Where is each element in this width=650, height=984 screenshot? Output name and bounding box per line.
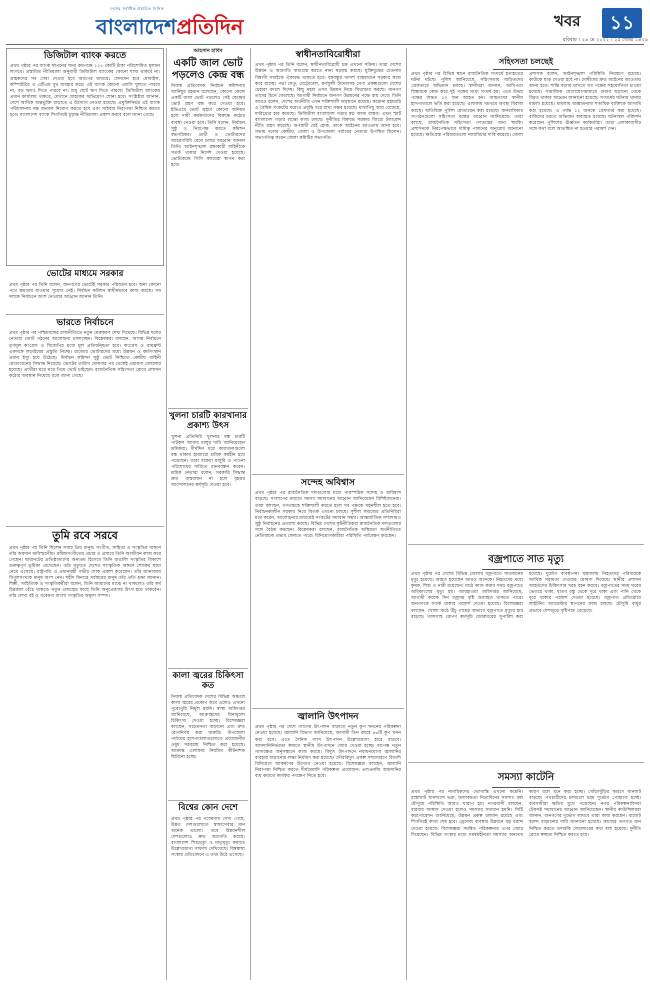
article-headline: জ্বালানি উৎপাদন bbox=[297, 712, 359, 722]
article-headline: সন্দেহ অবিশ্বাস bbox=[301, 478, 355, 488]
divider bbox=[168, 668, 248, 669]
article-headline: ভোটের মাধ্যমে সরকার bbox=[46, 269, 124, 279]
article-tumi-robe-nirobe[interactable] bbox=[6, 528, 164, 980]
logo-word-blue: বাংলাদেশ bbox=[96, 15, 177, 39]
article-kala-hospital[interactable] bbox=[168, 670, 248, 798]
logo-wordmark bbox=[96, 11, 243, 46]
article-headline: তুমি রবে সরবে bbox=[52, 529, 118, 542]
article-body: প্রথম পৃষ্ঠার পর দেশের বিভিন্ন জেলায় বজ্রপাতে সাতজনের মৃত্যু হয়েছে। আহত হয়েছেন আরও অনেকে। নিহতদের মধ্যে কৃষক, শিশু ও নারী রয়েছেন। মাঠে কাজ করার সময় বজ্রপাতে অধিকাংশের মৃত্যু হয়। আবহাওয়া অধিদপ্তর জানিয়েছে, আগামী কয়েক দিন বজ্রসহ বৃষ্টি অব্যাহত থাকতে পারে। জনগণকে সতর্ক থাকার পরামর্শ দেওয়া হয়েছে। বিশেষজ্ঞরা বলছেন, খোলা মাঠে উঁচু গাছের অভাবে বজ্রপাতে মৃত্যুর হার বাড়ছে। তালগাছ রোপণ কর্মসূচি জোরদারের সুপারিশ করা হয়েছে। দুর্যোগ ব্যবস্থাপনা মন্ত্রণালয় নিহতদের পরিবারকে আর্থিক সহায়তা দেওয়ার ঘোষণা দিয়েছে। স্থানীয় প্রশাসন আহতদের চিকিৎসার খরচ বহন করবে। বজ্রপাতের সময় ঘরের ভেতরে থাকা, ধাতব বস্তু থেকে দূরে থাকা এবং পানি থেকে দূরে থাকার পরামর্শ দেওয়া হয়েছে। বজ্রপাত প্রতিরোধে লাইটনিং অ্যারেস্টার স্থাপনের কাজ চলছে। মৌসুমি বায়ুর প্রভাবে দেশজুড়ে বৃষ্টিপাত বেড়েছে। bbox=[411, 572, 641, 620]
article-bad-vote[interactable] bbox=[168, 48, 248, 406]
article-body: প্রথম পৃষ্ঠার পর তিনি বলেন, স্বাধীনতাবিরোধী চক্র এখনো সক্রিয়। তারা দেশের উন্নয়ন ও অগ্রগতি বাধাগ্রস্ত করতে নানা ষড়যন্ত্র করছে। মুক্তিযুদ্ধের চেতনায় বিশ্বাসী সবাইকে ঐক্যবদ্ধ থাকতে হবে। বঙ্গবন্ধুর আদর্শ বাস্তবায়নে সরকার কাজ করে যাচ্ছে। পদ্মা সেতু, মেট্রোরেল, কর্ণফুলী টানেলসহ মেগা প্রকল্পগুলো দেশের চেহারা বদলে দিচ্ছে। কিছু মহল এসব উন্নয়ন নিয়ে মিথ্যাচার করছে। জনগণ তাদের চিনে ফেলেছে। আগামী নির্বাচনে জনগণ উন্নয়নের পক্ষে রায় দেবে। তিনি আরও বলেন, দেশের অর্থনীতি এখন শক্তিশালী অবস্থানে রয়েছে। করোনা মহামারি ও বৈশ্বিক সংকটের মধ্যেও প্রবৃদ্ধি ধরে রাখা সম্ভব হয়েছে। মাথাপিছু আয় বেড়েছে, দারিদ্র্যের হার কমেছে। ডিজিটাল বাংলাদেশ গড়ার স্বপ্ন আজ বাস্তব। এখন স্মার্ট বাংলাদেশ গড়ার লক্ষ্যে কাজ চলছে। দুর্নীতির বিরুদ্ধে সরকার জিরো টলারেন্স নীতি গ্রহণ করেছে। অপরাধী যেই হোক, তাকে আইনের আওতায় আনা হবে। সভায় দলের কেন্দ্রীয়, জেলা ও উপজেলা পর্যায়ের নেতারা উপস্থিত ছিলেন। সভাপতিত্ব করেন জেলা কমিটির সভাপতি। bbox=[255, 63, 401, 142]
article-body: প্রথম পৃষ্ঠার পর তিনি ছিলেন সবার প্রিয় মানুষ। সংগীত, সাহিত্য ও সংস্কৃতির অঙ্গনে তাঁর অবদান অবিস্মরণীয়। রবীন্দ্রসংগীতের প্রচার ও প্রসারে তিনি আজীবন কাজ করে গেছেন। ছায়ানটের প্রতিষ্ঠাতাদের অন্যতম হিসেবে তিনি বাঙালি সংস্কৃতির বিকাশে গুরুত্বপূর্ণ ভূমিকা রেখেছেন। তাঁর মৃত্যুতে দেশের সাংস্কৃতিক অঙ্গনে শোকের ছায়া নেমে এসেছে। রাষ্ট্রপতি ও প্রধানমন্ত্রী গভীর শোক প্রকাশ করেছেন। তাঁর জানাজায় বিপুলসংখ্যক মানুষ অংশ নেন। শহীদ মিনারে সর্বস্তরের মানুষ তাঁর প্রতি শ্রদ্ধা জানান। শিল্পী, সাহিত্যিক ও সংস্কৃতিকর্মীরা বলেন, তিনি আমাদের মাঝে না থাকলেও তাঁর কর্ম চিরকাল বেঁচে থাকবে। নতুন প্রজন্মের কাছে তিনি অনুপ্রেরণার উৎস হয়ে থাকবেন। তাঁর লেখা বই ও গবেষণা বাংলা সংস্কৃতির অমূল্য সম্পদ। bbox=[9, 545, 161, 600]
article-sohisnuta[interactable] bbox=[408, 48, 644, 542]
article-headline: সমস্যা কাটেনি bbox=[492, 770, 560, 788]
masthead bbox=[6, 4, 646, 44]
divider bbox=[6, 526, 164, 527]
article-headline: খুলনা চারটি কারখানার প্রকাশ্য উৎস bbox=[169, 411, 247, 431]
article-headline: স্বাধীনতাবিরোধীরা bbox=[295, 50, 361, 60]
article-headline: বজ্রপাতে সাত মৃত্যু bbox=[482, 552, 569, 570]
divider bbox=[408, 762, 644, 763]
divider bbox=[408, 544, 644, 545]
divider bbox=[168, 800, 248, 801]
article-body: খুলনা প্রতিনিধি খুলনার বন্ধ চারটি পাটকল আবার চালুর দাবি জানিয়েছেন শ্রমিকরা। দীর্ঘদিন ধরে কারখানাগুলো বন্ধ থাকায় হাজারো শ্রমিক কর্মহীন হয়ে পড়েছেন। তারা বকেয়া মজুরি ও পাওনা পরিশোধের দাবিতে মানববন্ধন করেন। শ্রমিক নেতারা বলেন, সরকারি সিদ্ধান্ত দ্রুত বাস্তবায়ন না হলে বৃহত্তর আন্দোলনের কর্মসূচি দেওয়া হবে। bbox=[171, 434, 245, 489]
newspaper-logo[interactable] bbox=[50, 6, 244, 39]
divider bbox=[168, 408, 248, 409]
column-divider bbox=[250, 48, 251, 980]
article-headline: বিশ্বের কোন দেশে bbox=[178, 803, 238, 813]
section-name: খবর bbox=[554, 12, 581, 30]
article-headline: কালা জ্বরের চিকিৎসা কত bbox=[172, 671, 244, 691]
article-bishwer-kon-deshe[interactable] bbox=[168, 802, 248, 980]
divider bbox=[6, 314, 164, 315]
article-body: প্রথম পৃষ্ঠার পর নাগরিকদের ভোগান্তি এখনো কমেনি। রাস্তাঘাট খানাখন্দে ভরা, জলাবদ্ধতা নিত্যদিনের সমস্যা। বর্ষা মৌসুমে পরিস্থিতি আরও খারাপ হয়। নগরবাসী বলছেন, বারবার আশ্বাস দেওয়া হলেও সমস্যার সমাধান হয়নি। সিটি করপোরেশন জানিয়েছে, উন্নয়ন প্রকল্প চলমান রয়েছে এবং শিগগিরই কাজ শেষ হবে। ড্রেনেজ ব্যবস্থার উন্নয়নে বড় বরাদ্দ দেওয়া হয়েছে। বিশেষজ্ঞরা সমন্বিত পরিকল্পনার ওপর জোর দিয়েছেন। বিভিন্ন সংস্থার মধ্যে সমন্বয়হীনতা সমস্যার অন্যতম কারণ বলে মনে করা হচ্ছে। খোঁড়াখুঁড়ির কারণে যানজট বাড়ছে। পথচারীদের চলাচলে চরম দুর্ভোগ পোহাতে হচ্ছে। ব্যবসায়ীরা ক্ষতির মুখে পড়েছেন। নগর পরিকল্পনাবিদরা টেকসই সমাধানের আহ্বান জানিয়েছেন। স্থানীয় কাউন্সিলররা জানান, জনগণের দুর্ভোগ লাঘবে তারা কাজ করছেন। বাজেট বরাদ্দ বাড়ানোর দাবি জানানো হয়েছে। কাজের গুণগত মান নিশ্চিত করতে তদারকি জোরদারের কথা বলা হয়েছে। দুর্নীতি রোধে স্বচ্ছতা নিশ্চিত করতে হবে। bbox=[411, 790, 641, 838]
logo-word-red: প্রতিদিন bbox=[176, 15, 244, 39]
article-headline: ভারতে নির্বাচনে bbox=[56, 318, 114, 328]
logo-tagline: দেশের সর্বাধিক প্রচারিত দৈনিক bbox=[110, 6, 164, 11]
article-headline: একটি জাল ভোট পড়লেও কেন্দ্র বন্ধ bbox=[171, 58, 245, 81]
divider bbox=[252, 474, 404, 475]
article-khulna-jute[interactable] bbox=[168, 410, 248, 666]
article-india-election[interactable] bbox=[6, 316, 164, 524]
article-body: প্রথম পৃষ্ঠার পর পশ্চিমবঙ্গের রাজনীতিতে নতুন মেরুকরণ দেখা দিয়েছে। বিভিন্ন দলের নেতারা জোট গঠনের আলোচনা চালাচ্ছেন। বিশ্লেষকরা বলছেন, আসন্ন নির্বাচনে তৃণমূল কংগ্রেস ও বিজেপির মধ্যে মূল প্রতিদ্বন্দ্বিতা হবে। কংগ্রেস ও বামফ্রন্ট একসঙ্গে লড়াইয়ের প্রস্তুতি নিচ্ছে। রাজ্যের ভোটারদের মধ্যে উন্নয়ন ও কর্মসংস্থান প্রধান ইস্যু হয়ে উঠেছে। নির্বাচন কমিশন সুষ্ঠু ভোট নিশ্চিতে কেন্দ্রীয় বাহিনী মোতায়েনের সিদ্ধান্ত নিয়েছে। ভোটের তারিখ ঘোষণার পর থেকেই প্রচারণা জোরদার হয়েছে। প্রার্থীরা ঘরে ঘরে গিয়ে ভোট চাইছেন। রাজনৈতিক সহিংসতা রোধে প্রশাসন কঠোর অবস্থান নিয়েছে বলে জানা গেছে। bbox=[9, 331, 161, 379]
article-body: প্রথম পৃষ্ঠার পর বিভিন্ন স্থানে রাজনৈতিক সংঘর্ষে হতাহতের ঘটনা ঘটছে। পুলিশ জানিয়েছে, সহিংসতায় জড়িতদের গ্রেফতারে অভিযান চলছে। স্থানীয়রা জানান, আধিপত্য বিস্তারকে কেন্দ্র করে দুই পক্ষের মধ্যে সংঘর্ষ হয়। এতে উভয় পক্ষের অন্তত ২০ জন আহত হন। আহতদের স্থানীয় হাসপাতালে ভর্তি করা হয়েছে। এলাকায় থমথমে অবস্থা বিরাজ করছে। অতিরিক্ত পুলিশ মোতায়েন করা হয়েছে। মানবাধিকার সংগঠনগুলো সহিংসতা বন্ধের আহ্বান জানিয়েছে। তারা বলছে, রাজনৈতিক সহিংসতা গণতন্ত্রের জন্য হুমকি। প্রশাসনকে নিরপেক্ষভাবে দায়িত্ব পালনের অনুরোধ জানানো হয়েছে। ক্ষতিগ্রস্ত পরিবারগুলো ন্যায়বিচার দাবি করেছে। জেলা প্রশাসক বলেন, আইনশৃঙ্খলা পরিস্থিতি নিয়ন্ত্রণে রয়েছে। কাউকে ছাড় দেওয়া হবে না। দোষীদের দ্রুত আইনের আওতায় আনা হবে। শান্তি বজায় রাখতে সব পক্ষের সহযোগিতা চাওয়া হয়েছে। সামাজিক যোগাযোগমাধ্যমে গুজব ছড়ানো থেকে বিরত থাকার আহ্বান জানানো হয়েছে। সংঘর্ষের ঘটনায় থানায় মামলা হয়েছে। মামলায় অজ্ঞাতনামা শতাধিক ব্যক্তিকে আসামি করা হয়েছে। এ পর্যন্ত ১২ জনকে গ্রেফতার করা হয়েছে। বাকিদের ধরতে অভিযান অব্যাহত রয়েছে। ঘটনাস্থল পরিদর্শন করেছেন পুলিশের ঊর্ধ্বতন কর্মকর্তারা। তারা এলাকাবাসীর সঙ্গে কথা বলে আতঙ্কিত না হওয়ার পরামর্শ দেন। bbox=[411, 72, 641, 138]
article-digital-bank[interactable] bbox=[6, 48, 164, 266]
article-body: প্রথম পৃষ্ঠার পর গবেষণায় দেখা গেছে, উন্নত দেশগুলোতে স্বাস্থ্যসেবার মান অনেক ভালো। তবে উন্নয়নশীল দেশগুলোও দ্রুত অগ্রগতি করছে। বাংলাদেশ শিশুমৃত্যু ও মাতৃমৃত্যু কমাতে উল্লেখযোগ্য সাফল্য দেখিয়েছে। বিশ্বস্বাস্থ্য সংস্থার প্রতিবেদনে এ তথ্য উঠে এসেছে। bbox=[171, 816, 245, 859]
column-divider bbox=[166, 48, 167, 980]
article-body: প্রথম পৃষ্ঠার পর ব্যাংক স্থাপনের জন্য কমপক্ষে ১২৫ কোটি টাকা পরিশোধিত মূলধন লাগবে। প্রস্তাবিত নীতিমালা অনুযায়ী ডিজিটাল ব্যাংকের কোনো শাখা থাকবে না। গ্রাহকদের সব সেবা দেওয়া হবে অ্যাপের মাধ্যমে। লেনদেন হবে মোবাইল, কম্পিউটার ও এটিএম বুথ ব্যবহার করে। এই ব্যাংক কোনো এলসি খুলতে পারবে না, বড় ঋণও দিতে পারবে না। শুধু ছোট ঋণ দিতে পারবে। ডিজিটাল ব্যাংকের প্রধান কার্যালয় থাকবে, যেখানে গ্রাহকের অভিযোগ শোনা হবে। সংশ্লিষ্টরা জানান, দেশে আর্থিক অন্তর্ভুক্তি বাড়াতে এ উদ্যোগ নেওয়া হয়েছে। প্রযুক্তিনির্ভর এই ব্যাংক পরিচালনায় দক্ষ জনবল নিয়োগ করতে হবে এবং সাইবার নিরাপত্তা নিশ্চিত করতে হবে। বাংলাদেশ ব্যাংক শিগগিরই চূড়ান্ত নীতিমালা প্রকাশ করবে বলে জানা গেছে। bbox=[10, 64, 160, 119]
article-body: নিজস্ব প্রতিবেদক নির্বাচন কমিশনার আনিছুর রহমান বলেছেন, কোনো কেন্দ্রে একটি জাল ভোট পড়লেও সেই কেন্দ্রের ভোট গ্রহণ বন্ধ করে দেওয়া হবে। ইভিএমে ভোট গ্রহণে কোনো অনিয়ম হলে দায়ী কর্মকর্তাদের বিরুদ্ধে কঠোর ব্যবস্থা নেওয়া হবে। তিনি বলেন, নির্বাচন সুষ্ঠু ও নিরপেক্ষ করতে কমিশন বদ্ধপরিকর। প্রার্থী ও ভোটারদের আচরণবিধি মেনে চলার আহ্বান জানান তিনি। আইনশৃঙ্খলা রক্ষাকারী বাহিনীকে সতর্ক থাকার নির্দেশ দেওয়া হয়েছে। ভোটকেন্দ্রে সিসি ক্যামেরা স্থাপন করা হবে। bbox=[171, 84, 245, 169]
dateline: রবিবার । ২৯ মে ২০২২ । ১৫ জ্যৈষ্ঠ ১৪২৯ bbox=[562, 37, 648, 43]
article-vote-reform[interactable] bbox=[6, 268, 164, 312]
column-divider bbox=[406, 48, 407, 980]
article-body: প্রথম পৃষ্ঠার পর দেশে গ্যাসের উৎপাদন বাড়াতে নতুন কূপ খননের পরিকল্পনা নেওয়া হয়েছে। জ্বালানি বিভাগ জানিয়েছে, আগামী তিন বছরে ৪৬টি কূপ খনন করা হবে। এতে দৈনিক গ্যাস উৎপাদন উল্লেখযোগ্য হারে বাড়বে। আমদানিনির্ভরতা কমাতে স্থানীয় উৎপাদনে জোর দেওয়া হচ্ছে। বাপেক্স নতুন গ্যাসক্ষেত্র অনুসন্ধানে কাজ করছে। বিদ্যুৎ উৎপাদনে নবায়নযোগ্য জ্বালানির ব্যবহার বাড়ানোর লক্ষ্য নির্ধারণ করা হয়েছে। সৌরবিদ্যুৎ প্রকল্প সম্প্রসারণে বিদেশি বিনিয়োগ আকর্ষণের উদ্যোগ নেওয়া হয়েছে। বিশেষজ্ঞরা বলছেন, জ্বালানি নিরাপত্তা নিশ্চিত করতে দীর্ঘমেয়াদি পরিকল্পনা প্রয়োজন। এলএনজি আমদানির ব্যয় কমাতে কার্যকর পদক্ষেপ নিতে হবে। bbox=[255, 725, 401, 780]
article-headline: ডিজিটাল ব্যাংক করতে bbox=[43, 51, 127, 61]
article-jalani-utpadon[interactable] bbox=[252, 710, 404, 980]
article-headline: সহিংসতা চলছেই bbox=[493, 56, 559, 70]
article-somossa-kateni[interactable] bbox=[408, 764, 644, 980]
article-bajrapat[interactable] bbox=[408, 546, 644, 760]
page-number-badge: ১১ bbox=[602, 8, 642, 38]
article-body: নিজস্ব প্রতিবেদক দেশের বিভিন্ন অঞ্চলে কালা জ্বরের প্রকোপ কমে এলেও এখনো পুরোপুরি নির্মূল হয়নি। স্বাস্থ্য অধিদপ্তর জানিয়েছে, আক্রান্তদের বিনামূল্যে চিকিৎসা দেওয়া হচ্ছে। বিশেষজ্ঞরা বলছেন, সচেতনতা বাড়ানো এবং দ্রুত রোগনির্ণয় করা জরুরি। উপজেলা পর্যায়ের হাসপাতালগুলোতে প্রয়োজনীয় ওষুধ সরবরাহ নিশ্চিত করা হয়েছে। আক্রান্ত এলাকায় নিয়মিত কীটনাশক ছিটানো হচ্ছে। bbox=[171, 694, 245, 761]
article-byline: আহসান হাবিব bbox=[193, 48, 223, 54]
article-sondeho-obishwas[interactable] bbox=[252, 476, 404, 706]
article-swadhinata[interactable] bbox=[252, 48, 404, 472]
divider bbox=[252, 708, 404, 709]
article-body: প্রথম পৃষ্ঠার পর রাজনৈতিক দলগুলোর মধ্যে পারস্পরিক সন্দেহ ও অবিশ্বাস বাড়ছে। সংলাপের মাধ্যমে সমস্যা সমাধানের আহ্বান জানিয়েছেন বিশিষ্টজনেরা। তারা বলছেন, গণতন্ত্রকে শক্তিশালী করতে হলে সব পক্ষকে সহনশীল হতে হবে। নির্বাচনকালীন সরকার নিয়ে বিতর্ক এখনো চলছে। সুশীল সমাজের প্রতিনিধিরা মনে করেন, আলোচনার মাধ্যমেই সংকটের সমাধান সম্ভব। আন্তর্জাতিক সম্প্রদায়ও সুষ্ঠু নির্বাচনের প্রত্যাশা করছে। বিভিন্ন দেশের কূটনীতিকরা রাজনৈতিক দলগুলোর সঙ্গে বৈঠক করছেন। বিশ্লেষকরা বলছেন, রাজনৈতিক অস্থিরতা অর্থনীতিতে নেতিবাচক প্রভাব ফেলতে পারে। বিনিয়োগকারীরা পরিস্থিতি পর্যবেক্ষণ করছেন। bbox=[255, 491, 401, 539]
masthead-rule bbox=[6, 44, 644, 45]
article-body: প্রথম পৃষ্ঠার পর তিনি বলেন, জনগণের ভোটেই সরকার পরিবর্তন হবে। অন্য কোনো পথে ক্ষমতায় যাওয়ার সুযোগ নেই। নির্বাচন কমিশন স্বাধীনভাবে কাজ করছে। সব দলকে নির্বাচনে অংশ নেওয়ার আহ্বান জানান তিনি। bbox=[9, 282, 161, 300]
